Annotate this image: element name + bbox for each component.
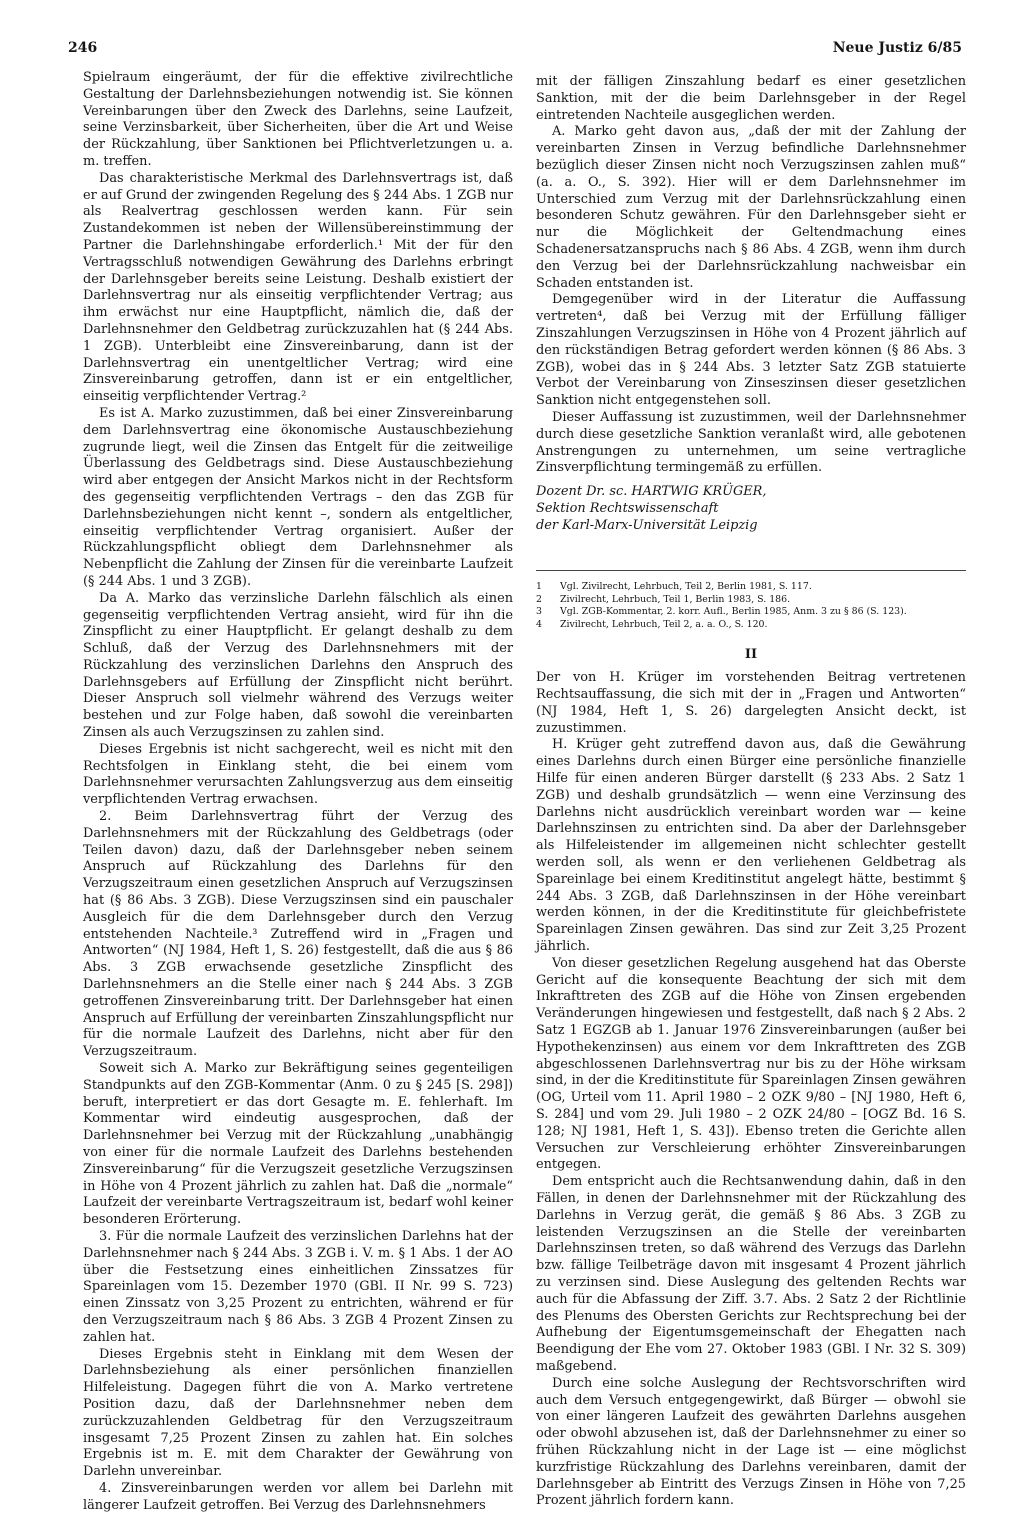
- paragraph: H. Krüger geht zutreffend davon aus, daß die Gewährung eines Darlehns durch einen Bürger eine persönliche finanzielle Hilfe für einen anderen Bürger darstellt (§ 233 Abs. 2 Satz 1 ZGB) und deshalb grundsätzlich — wenn eine Verzinsung des Darlehns nicht ausdrücklich vereinbart worden war — keine Darlehnszinsen zu entrichten sind. Da aber der Darlehnsgeber als Hilfeleistender im allgemeinen nicht schlechter gestellt werden soll, als wenn er den verliehenen Geldbetrag als Spareinlage bei einem Kreditinstitut angelegt hätte, bestimmt § 244 Abs. 3 ZGB, daß Darlehnszinsen in der Höhe vereinbart werden können, in der die Kreditinstitute für gleichbefristete Spareinlagen Zinsen gewähren. Das sind zur Zeit 3,25 Prozent jährlich.: [536, 737, 966, 955]
- paragraph: Dem entspricht auch die Rechtsanwendung dahin, daß in den Fällen, in denen der Darlehnsnehmer mit der Rückzahlung des Darlehns in Verzug gerät, die gemäß § 86 Abs. 3 ZGB zu leistenden Verzugszinsen an die Stelle der vereinbarten Darlehnszinsen treten, so daß während des Verzugs das Darlehn bzw. fällige Teilbeträge davon mit insgesamt 4 Prozent jährlich zu verzinsen sind. Diese Auslegung des geltenden Rechts war auch für die Abfassung der Ziff. 3.7. Abs. 2 Satz 2 der Richtlinie des Plenums des Obersten Gerichts zur Rechtsprechung bei der Aufhebung der Eigentumsgemeinschaft der Ehegatten nach Beendigung der Ehe vom 27. Oktober 1983 (GBl. I Nr. 32 S. 309) maßgebend.: [536, 1174, 966, 1374]
- footnote-text: Vgl. ZGB-Kommentar, 2. korr. Aufl., Berlin 1985, Anm. 3 zu § 86 (S. 123).: [560, 606, 907, 618]
- paragraph: 4. Zinsvereinbarungen werden vor allem bei Darlehn mit längerer Laufzeit getroffen. Bei Verzug des Darlehnsnehmers: [83, 1480, 513, 1513]
- page-header: [68, 40, 962, 60]
- author-name: Dozent Dr. sc. HARTWIG KRÜGER,: [536, 484, 767, 500]
- footnote-number: 1: [536, 581, 542, 593]
- footnote: [536, 606, 966, 619]
- paragraph: A. Marko geht davon aus, „daß der mit der Zahlung der vereinbarten Zinsen in Verzug befindliche Darlehnsnehmer bezüglich dieser Zinsen nicht noch Verzugszinsen zahlen muß“ (a. a. O., S. 392). Hier will er dem Darlehnsnehmer im Unterschied zum Verzug mit der Darlehnsrückzahlung einen besonderen Schutz gewähren. Für den Darlehnsgeber sieht er nur die Möglichkeit der Geltendmachung eines Schadenersatzanspruchs nach § 86 Abs. 4 ZGB, wenn ihm durch den Verzug bei der Darlehnsrückzahlung nachweisbar ein Schaden entstanden ist.: [536, 124, 966, 291]
- author-university: der Karl-Marx-Universität Leipzig: [536, 518, 758, 534]
- paragraph: Soweit sich A. Marko zur Bekräftigung seines gegenteiligen Standpunkts auf den ZGB-Kommentar (Anm. 0 zu § 245 [S. 298]) beruft, interpretiert er das dort Gesagte m. E. fehlerhaft. Im Kommentar wird eindeutig ausgesprochen, daß der Darlehnsnehmer bei Verzug mit der Rückzahlung „unabhängig von einer für die normale Laufzeit des Darlehns bestehenden Zinsvereinbarung“ für die Verzugszeit gesetzliche Verzugszinsen in Höhe von 4 Prozent jährlich zu zahlen hat. Daß die „normale“ Laufzeit der vereinbarte Vertragszeitraum ist, bedarf wohl keiner besonderen Erörterung.: [83, 1061, 513, 1228]
- author-department: Sektion Rechtswissenschaft: [536, 501, 719, 517]
- paragraph: Von dieser gesetzlichen Regelung ausgehend hat das Oberste Gericht auf die konsequente Beachtung der sich mit dem Inkrafttreten des ZGB auf die Höhe von Zinsen ergebenden Veränderungen hingewiesen und festgestellt, daß nach § 2 Abs. 2 Satz 1 EGZGB ab 1. Januar 1976 Zinsvereinbarungen (außer bei Hypothekenzinsen) aus einem vor dem Inkrafttreten des ZGB abgeschlossenen Darlehnsvertrag nur bis zu der Höhe wirksam sind, in der die Kreditinstitute für Spareinlagen Zinsen gewähren (OG, Urteil vom 11. April 1980 – 2 OZK 9/80 – [NJ 1980, Heft 6, S. 284] und vom 29. Juli 1980 – 2 OZK 24/80 – [OGZ Bd. 16 S. 128; NJ 1981, Heft 1, S. 43]). Ebenso treten die Gerichte allen Versuchen zur Verschleierung erhöhter Zinsvereinbarungen entgegen.: [536, 955, 966, 1173]
- footnote-number: 4: [536, 618, 542, 630]
- section-heading: II: [744, 646, 758, 662]
- footnote: [536, 594, 966, 607]
- paragraph: Durch eine solche Auslegung der Rechtsvorschriften wird auch dem Versuch entgegengewirkt, daß Bürger — obwohl sie von einer längeren Laufzeit des gewährten Darlehns ausgehen oder obwohl abzusehen ist, daß der Darlehnsnehmer zu einer so frühen Rückzahlung nicht in der Lage ist — eine möglichst kurzfristige Rückzahlung des Darlehns vereinbaren, damit der Darlehnsgeber ab Eintritt des Verzugs Zinsen in Höhe von 7,25 Prozent jährlich fordern kann.: [536, 1375, 966, 1509]
- paragraph: mit der fälligen Zinszahlung bedarf es einer gesetzlichen Sanktion, mit der die beim Darlehnsgeber in der Regel eintretenden Nachteile ausgeglichen werden.: [536, 74, 966, 123]
- footnote-text: Zivilrecht, Lehrbuch, Teil 2, a. a. O., S. 120.: [560, 618, 768, 630]
- footnote-number: 3: [536, 606, 542, 618]
- paragraph: Es ist A. Marko zuzustimmen, daß bei einer Zinsvereinbarung dem Darlehnsvertrag eine ökonomische Austauschbeziehung zugrunde liegt, weil die Zinsen das Entgelt für die zeitweilige Überlassung des Geldbetrags sind. Diese Austauschbeziehung wird aber entgegen der Ansicht Markos nicht in der Rechtsform des gegenseitig verpflichtenden Vertrags – den das ZGB für Darlehnsbeziehungen nicht kennt –, sondern als entgeltlicher, einseitig verpflichtender Vertrag organisiert. Außer der Rückzahlungspflicht obliegt dem Darlehnsnehmer als Nebenpflicht die Zahlung der Zinsen für die vereinbarte Laufzeit (§ 244 Abs. 1 und 3 ZGB).: [83, 405, 513, 589]
- page-number: 246: [68, 40, 98, 56]
- footnotes: [536, 581, 966, 631]
- paragraph: Dieses Ergebnis steht in Einklang mit dem Wesen der Darlehnsbeziehung als einer persönlichen finanziellen Hilfeleistung. Dagegen führt die von A. Marko vertretene Position dazu, daß der Darlehnsnehmer neben dem zurückzuzahlenden Geldbetrag für den Verzugszeitraum insgesamt 7,25 Prozent Zinsen zu zahlen hat. Ein solches Ergebnis ist m. E. mit dem Charakter der Gewährung von Darlehn unvereinbar.: [83, 1346, 513, 1480]
- paragraph: 3. Für die normale Laufzeit des verzinslichen Darlehns hat der Darlehnsnehmer nach § 244 Abs. 3 ZGB i. V. m. § 1 Abs. 1 der AO über die Festsetzung eines einheitlichen Zinssatzes für Spareinlagen vom 15. Dezember 1970 (GBl. II Nr. 99 S. 723) einen Zinssatz von 3,25 Prozent zu entrichten, während er für den Verzugszeitraum nach § 86 Abs. 3 ZGB 4 Prozent Zinsen zu zahlen hat.: [83, 1228, 513, 1345]
- author-signature: [536, 483, 966, 534]
- left-column: [83, 70, 513, 1515]
- footnote-text: Vgl. Zivilrecht, Lehrbuch, Teil 2, Berlin 1981, S. 117.: [560, 581, 812, 593]
- footnote-number: 2: [536, 593, 542, 605]
- footnote-divider: [536, 570, 966, 571]
- footnote: [536, 619, 966, 632]
- right-column: [536, 74, 966, 1510]
- paragraph: Dieses Ergebnis ist nicht sachgerecht, weil es nicht mit den Rechtsfolgen in Einklang steht, die bei einem vom Darlehnsnehmer verursachten Zahlungsverzug aus dem einseitig verpflichtenden Vertrag erwachsen.: [83, 741, 513, 808]
- paragraph: 2. Beim Darlehnsvertrag führt der Verzug des Darlehnsnehmers mit der Rückzahlung des Geldbetrags (oder Teilen davon) dazu, daß der Darlehnsgeber neben seinem Anspruch auf Rückzahlung des Darlehns für den Verzugszeitraum einen gesetzlichen Anspruch auf Verzugszinsen hat (§ 86 Abs. 3 ZGB). Diese Verzugszinsen sind ein pauschaler Ausgleich für die dem Darlehnsgeber durch den Verzug entstehenden Nachteile.³ Zutreffend wird in „Fragen und Antworten“ (NJ 1984, Heft 1, S. 26) festgestellt, daß die aus § 86 Abs. 3 ZGB erwachsende gesetzliche Zinspflicht des Darlehnsnehmers an die Stelle einer nach § 244 Abs. 3 ZGB getroffenen Zinsvereinbarung tritt. Der Darlehnsgeber hat einen Anspruch auf Erfüllung der vereinbarten Zinszahlungspflicht nur für die normale Laufzeit des Darlehns, nicht aber für den Verzugszeitraum.: [83, 809, 513, 1060]
- paragraph: Der von H. Krüger im vorstehenden Beitrag vertretenen Rechtsauffassung, die sich mit der in „Fragen und Antworten“ (NJ 1984, Heft 1, S. 26) dargelegten Ansicht deckt, ist zuzustimmen.: [536, 670, 966, 736]
- footnote: [536, 581, 966, 594]
- paragraph: Spielraum eingeräumt, der für die effektive zivilrechtliche Gestaltung der Darlehnsbeziehungen notwendig ist. Sie können Vereinbarungen über den Zweck des Darlehns, seine Laufzeit, seine Verzinsbarkeit, über Sicherheiten, über die Art und Weise der Rückzahlung, über Sanktionen bei Pflichtverletzungen u. a. m. treffen.: [83, 70, 513, 169]
- paragraph: Demgegenüber wird in der Literatur die Auffassung vertreten⁴, daß bei Verzug mit der Erfüllung fälliger Zinszahlungen Verzugszinsen in Höhe von 4 Prozent jährlich auf den rückständigen Betrag gefordert werden können (§ 86 Abs. 3 ZGB), wobei das in § 244 Abs. 3 letzter Satz ZGB statuierte Verbot der Vereinbarung von Zinseszinsen dieser gesetzlichen Sanktion nicht entgegenstehen soll.: [536, 292, 966, 409]
- footnote-text: Zivilrecht, Lehrbuch, Teil 1, Berlin 1983, S. 186.: [560, 593, 791, 605]
- journal-title: Neue Justiz 6/85: [832, 40, 962, 56]
- paragraph: Dieser Auffassung ist zuzustimmen, weil der Darlehnsnehmer durch diese gesetzliche Sanktion veranlaßt wird, alle gebotenen Anstrengungen zu unternehmen, um seine vertragliche Zinsverpflichtung termingemäß zu erfüllen.: [536, 409, 966, 476]
- paragraph: Da A. Marko das verzinsliche Darlehn fälschlich als einen gegenseitig verpflichtenden Vertrag ansieht, wird für ihn die Zinspflicht zu einer Hauptpflicht. Er gelangt deshalb zu dem Schluß, daß der Verzug des Darlehnsnehmers mit der Rückzahlung des verzinslichen Darlehns den Anspruch des Darlehnsgebers auf Erfüllung der Zinspflicht nicht berührt. Dieser Anspruch soll vielmehr während des Verzugs weiter bestehen und zur Folge haben, daß sowohl die vereinbarten Zinsen als auch Verzugszinsen zu zahlen sind.: [83, 590, 513, 741]
- paragraph: Das charakteristische Merkmal des Darlehnsvertrags ist, daß er auf Grund der zwingenden Regelung des § 244 Abs. 1 ZGB nur als Realvertrag geschlossen werden kann. Für sein Zustandekommen ist neben der Willensübereinstimmung der Partner die Darlehnshingabe erforderlich.¹ Mit der für den Vertragsschluß notwendigen Gewährung des Darlehns erbringt der Darlehnsgeber bereits seine Leistung. Deshalb existiert der Darlehnsvertrag nur als einseitig verpflichtender Vertrag; aus ihm erwächst nur eine Hauptpflicht, nämlich die, daß der Darlehnsnehmer den Geldbetrag zurückzuzahlen hat (§ 244 Abs. 1 ZGB). Unterbleibt eine Zinsvereinbarung, dann ist der Darlehnsvertrag ein unentgeltlicher Vertrag; wird eine Zinsvereinbarung getroffen, dann ist er ein entgeltlicher, einseitig verpflichtender Vertrag.²: [83, 170, 513, 405]
